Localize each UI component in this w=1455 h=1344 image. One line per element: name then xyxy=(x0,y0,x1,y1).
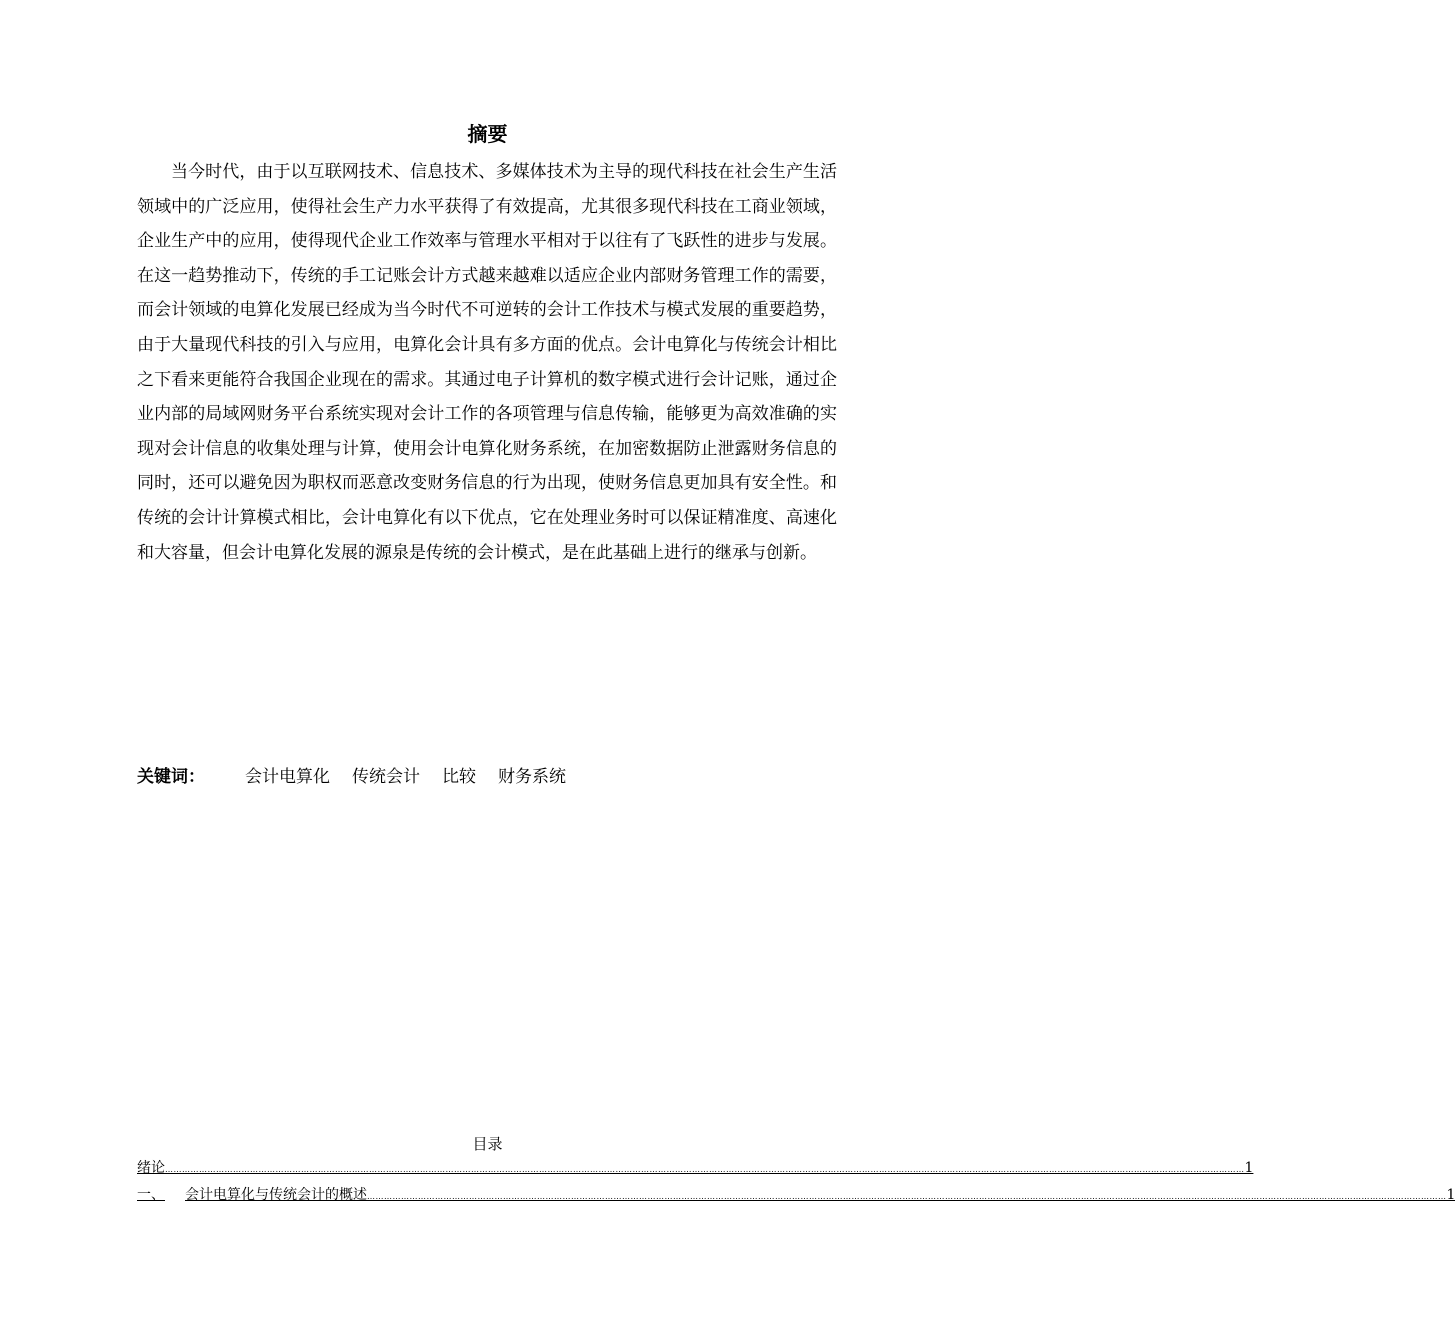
toc-title: 目录 xyxy=(472,1135,503,1153)
toc-entry-prefix: 一、 xyxy=(137,1187,165,1203)
keyword: 传统会计 xyxy=(352,767,420,787)
abstract-title: 摘要 xyxy=(467,122,508,146)
keywords-label: 关键词： xyxy=(137,767,205,787)
abstract-body: 当今时代，由于以互联网技术、信息技术、多媒体技术为主导的现代科技在社会生产生活领域中的广泛应用，使得社会生产力水平获得了有效提高，尤其很多现代科技在工商业领域，企业生产中的应用，使得现代企业工作效率与管理水平相对于以往有了飞跃性的进步与发展。在这一趋势推动下，传统的手工记账会计方式越来越难以适应企业内部财务管理工作的需要，而会计领域的电算化发展已经成为当今时代不可逆转的会计工作技术与模式发展的重要趋势，由于大量现代科技的引入与应用，电算化会计具有多方面的优点。会计电算化与传统会计相比之下看来更能符合我国企业现在的需求。其通过电子计算机的数字模式进行会计记账，通过企业内部的局域网财务平台系统实现对会计工作的各项管理与信息传输，能够更为高效准确的实现对会计信息的收集处理与计算，使用会计电算化财务系统，在加密数据防止泄露财务信息的同时，还可以避免因为职权而恶意改变财务信息的行为出现，使财务信息更加具有安全性。和传统的会计计算模式相比，会计电算化有以下优点，它在处理业务时可以保证精准度、高速化和大容量，但会计电算化发展的源泉是传统的会计模式，是在此基础上进行的继承与创新。 xyxy=(137,162,837,563)
toc-entry-introduction[interactable] xyxy=(137,1159,1254,1179)
toc-entry-page: 1 xyxy=(1244,1160,1254,1176)
keyword: 会计电算化 xyxy=(245,767,330,787)
keywords-line xyxy=(137,762,588,787)
toc-entry-page: 1 xyxy=(1446,1187,1455,1203)
toc-dot-leader: ………………………………………………………………………………………………………………………………………………………………………………………………………………………………………………………………………………………………………………………………………………… xyxy=(367,1192,1447,1201)
toc-entry-chapter-1[interactable] xyxy=(137,1186,1455,1206)
toc-entry-label: 绪论 xyxy=(137,1160,165,1176)
keyword: 比较 xyxy=(442,767,476,787)
keyword: 财务系统 xyxy=(498,767,566,787)
toc-entry-label: 会计电算化与传统会计的概述 xyxy=(185,1187,367,1203)
toc-dot-leader: ………………………………………………………………………………………………………………………………………………………………………………………………………………………………………………………………………………………………………………………………………………… xyxy=(165,1165,1245,1174)
